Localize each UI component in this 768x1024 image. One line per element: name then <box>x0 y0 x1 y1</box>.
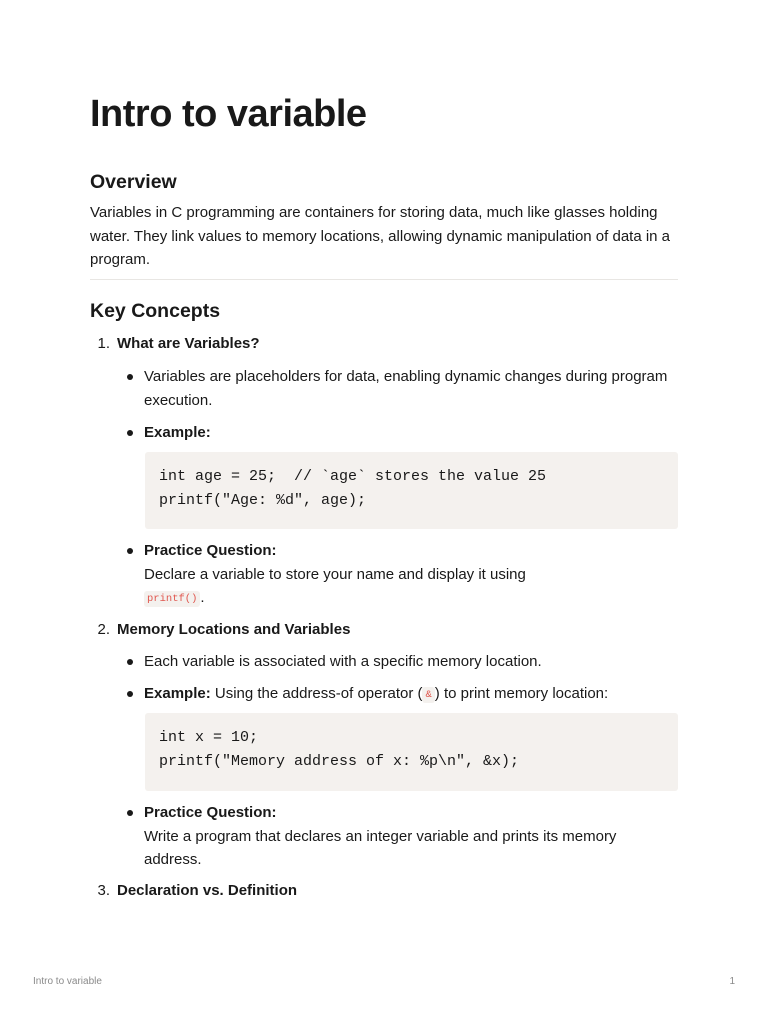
practice-text: Write a program that declares an integer variable and prints its memory address. <box>144 827 617 868</box>
example-label: Example: <box>144 424 211 441</box>
bullet-text: Variables are placeholders for data, enabling dynamic changes during program execution. <box>144 368 668 409</box>
section-divider <box>90 279 678 280</box>
bullet-icon <box>127 430 133 436</box>
bullet-icon <box>127 691 133 697</box>
bullet-icon <box>127 659 133 665</box>
list-item-title: Declaration vs. Definition <box>117 882 298 899</box>
example-text-after: ) to print memory location: <box>434 685 609 702</box>
page-title: Intro to variable <box>90 93 367 135</box>
inline-code: & <box>422 687 434 703</box>
list-item-title: Memory Locations and Variables <box>117 621 351 638</box>
practice-label: Practice Question: <box>144 804 277 821</box>
inline-code: printf() <box>144 591 200 607</box>
bullet-icon <box>127 810 133 816</box>
key-concepts-heading: Key Concepts <box>90 300 221 322</box>
example-text-before: Using the address-of operator ( <box>214 685 423 702</box>
list-number: 2. <box>97 621 110 638</box>
code-block: int age = 25; // `age` stores the value 25 printf("Age: %d", age); <box>145 452 678 529</box>
footer-doc-title: Intro to variable <box>33 976 102 987</box>
overview-text: Variables in C programming are containers for storing data, much like glasses holding water. They link values to memory locations, allowing dynamic manipulation of data in a program. <box>90 204 671 268</box>
practice-label: Practice Question: <box>144 542 277 559</box>
page-number: 1 <box>729 976 735 987</box>
practice-text: Declare a variable to store your name and display it using <box>144 565 526 583</box>
example-label: Example: <box>144 685 211 702</box>
example-line <box>144 682 678 708</box>
code-block: int x = 10; printf("Memory address of x: %p\n", &x); <box>145 713 678 791</box>
bullet-text: Each variable is associated with a specific memory location. <box>144 653 542 670</box>
bullet-icon <box>127 374 133 380</box>
bullet-icon <box>127 548 133 554</box>
practice-question <box>144 539 678 612</box>
list-item-title: What are Variables? <box>117 335 260 352</box>
example-line <box>144 421 678 445</box>
list-number: 1. <box>97 335 110 352</box>
practice-question <box>144 801 678 872</box>
overview-heading: Overview <box>90 171 177 193</box>
list-number: 3. <box>97 882 110 899</box>
practice-end: . <box>200 589 205 606</box>
